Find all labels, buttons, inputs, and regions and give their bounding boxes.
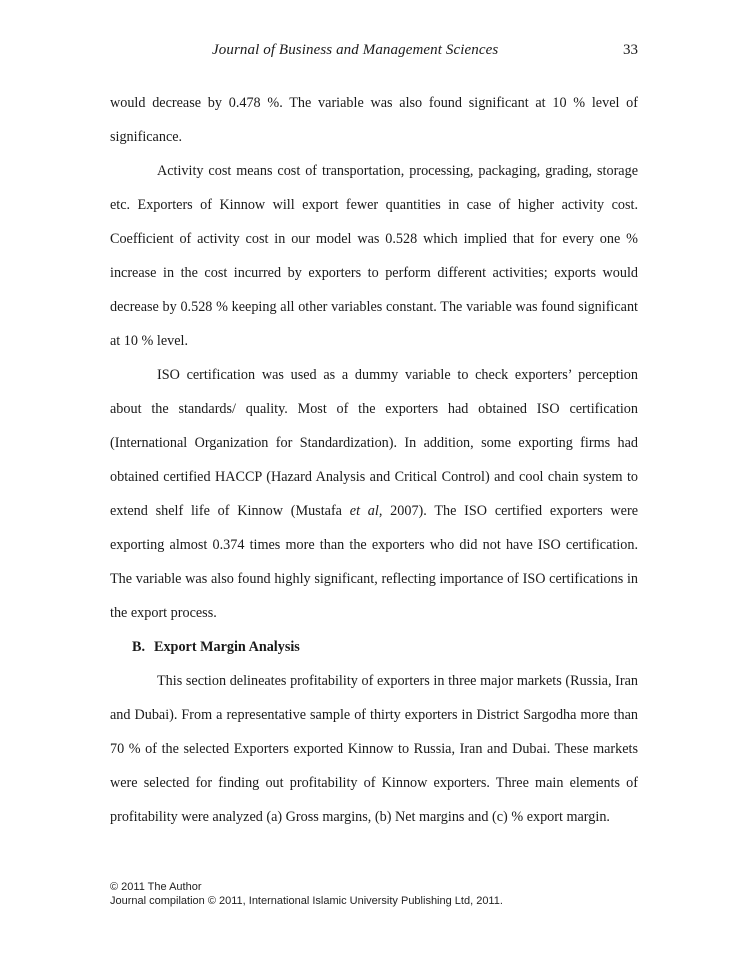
section-letter: B. [132,639,146,655]
section-title: Export Margin Analysis [154,639,300,655]
paragraph-activity-cost: Activity cost means cost of transportation, processing, packaging, grading, storage etc. Exporters of Kinnow will export fewer quantities in case of higher activity cost. Coefficient of activity cost in our model was 0.528 which implied that for every one % increase in the cost incurred by exporters to perform different activities; exports would decrease by 0.528 % keeping all other variables constant. The variable was found significant at 10 % level. [110,163,638,349]
paragraph-iso-text-end: , 2007). The ISO certified exporters were exporting almost 0.374 times more than the exporters who did not have ISO certification. The variable was also found highly significant, reflecting importance of ISO certifications in the export process. [110,503,638,621]
citation-et-al: et al [349,503,379,519]
paragraph-iso-text-start: ISO certification was used as a dummy variable to check exporters’ perception about the standards/ quality. Most of the exporters had obtained ISO certification (International Organization for Standardization). In addition, some exporting firms had obtained certified HACCP (Hazard Analysis and Critical Control) and cool chain system to extend shelf life of Kinnow (Mustafa [110,367,638,519]
paragraph-continuation: would decrease by 0.478 %. The variable was also found significant at 10 % level of significance. [110,95,638,145]
running-header [110,42,638,64]
footer-copyright: © 2011 The Author [110,881,202,893]
page-number: 33 [623,42,638,58]
section-heading [110,630,638,664]
paragraph-iso-certification [110,358,638,630]
footer-compilation: Journal compilation © 2011, International Islamic University Publishing Ltd, 2011. [110,895,503,907]
body-text [110,86,638,834]
paragraph-export-margin: This section delineates profitability of exporters in three major markets (Russia, Iran and Dubai). From a representative sample of thirty exporters in District Sargodha more than 70 % of the selected Exporters exported Kinnow to Russia, Iran and Dubai. These markets were selected for finding out profitability of Kinnow exporters. Three main elements of profitability were analyzed (a) Gross margins, (b) Net margins and (c) % export margin. [110,673,638,825]
page-footer [110,880,638,908]
journal-title: Journal of Business and Management Sciences [212,42,499,58]
